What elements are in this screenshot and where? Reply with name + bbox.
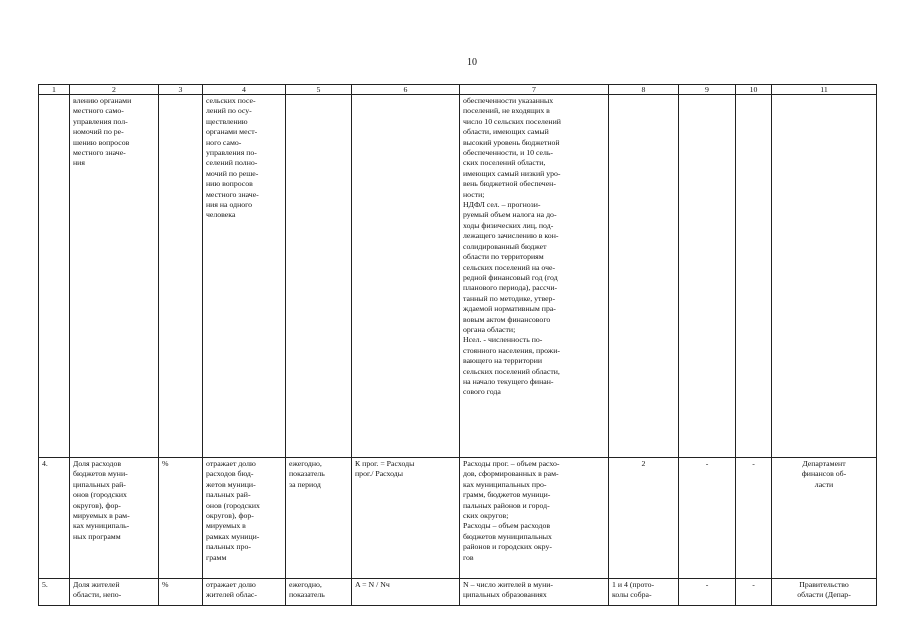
cell-text-line: пальных про- <box>206 542 251 552</box>
cell-text-line: мируемых в рам- <box>73 511 130 521</box>
cell-text-line: ках муниципальных про- <box>463 479 547 489</box>
cell-description <box>203 95 286 458</box>
cell-text-line: органа области; <box>463 324 516 334</box>
cell-formula <box>352 458 460 579</box>
cell-text-line: на начало текущего финан- <box>463 376 554 386</box>
cell-indicator-name <box>70 579 159 606</box>
cell-text-line: число 10 сельских поселений <box>463 116 561 126</box>
cell-text-line: ципальных образованиях <box>463 590 547 600</box>
cell-text-line: округов), фор- <box>73 500 121 510</box>
cell-data-source <box>609 95 679 458</box>
cell-text-line: онов (городских <box>73 490 127 500</box>
cell-text-line: показатель <box>289 590 325 600</box>
cell-responsible <box>772 95 877 458</box>
cell-text-line: руемый объем налога на до- <box>463 210 557 220</box>
cell-text-line: дов, сформированных в рам- <box>463 469 559 479</box>
cell-text-line: 1 и 4 (прото- <box>612 580 655 589</box>
cell-text-line: редной финансовый год (год <box>463 272 558 282</box>
cell-text-line: сельских поселений на оче- <box>463 262 556 272</box>
cell-text-line: К прог. = Расходы <box>355 459 415 468</box>
cell-text-line: НДФЛ сел. – прогнози- <box>463 200 541 210</box>
cell-text-line: сельских поселений области, <box>463 366 560 376</box>
cell-text-line: отражает долю <box>206 580 256 589</box>
table-row <box>39 95 877 458</box>
cell-responsible <box>772 458 877 579</box>
cell-text-line: области по территориям <box>463 252 544 262</box>
cell-indicator-name <box>70 95 159 458</box>
cell-text-line: отражает долю <box>206 459 256 468</box>
cell-text-line: жителей облас- <box>206 590 257 600</box>
cell-text-line: Департамент <box>802 459 846 468</box>
cell-periodicity <box>286 95 352 458</box>
cell-col-10: - <box>736 579 772 606</box>
col-header-5: 5 <box>286 85 352 95</box>
cell-text-line: области, непо- <box>73 590 122 600</box>
cell-col-9: - <box>679 458 736 579</box>
cell-text-line: Расходы прог. – объем расхо- <box>463 459 560 468</box>
cell-text-line: лений по осу- <box>206 106 252 116</box>
col-header-4: 4 <box>203 85 286 95</box>
cell-text-line: области (Депар- <box>797 590 851 600</box>
cell-periodicity <box>286 579 352 606</box>
cell-text-line: шению вопросов <box>73 137 130 147</box>
header-row <box>39 85 877 95</box>
cell-text-line: мочий по реше- <box>206 168 259 178</box>
cell-text-line: бюджетов муниципальных <box>463 531 552 541</box>
col-header-1: 1 <box>39 85 70 95</box>
cell-col-10: - <box>736 458 772 579</box>
cell-text-line: показатель <box>289 469 325 479</box>
cell-formula-notes <box>460 579 609 606</box>
cell-text-line: прог./ Расходы <box>355 469 403 479</box>
cell-text-line: ежегодно, <box>289 580 322 589</box>
cell-col-9: - <box>679 579 736 606</box>
cell-text-line: грамм, бюджетов муници- <box>463 490 551 500</box>
cell-text-line: ности; <box>463 189 485 199</box>
cell-text-line: онов (городских <box>206 500 260 510</box>
col-header-3: 3 <box>159 85 203 95</box>
col-header-2: 2 <box>70 85 159 95</box>
cell-text-line: ежегодно, <box>289 459 322 468</box>
cell-text-line: ного само- <box>206 137 242 147</box>
cell-number: 4. <box>39 458 70 579</box>
cell-text-line: Доля жителей <box>73 580 120 589</box>
cell-text-line: рамках муници- <box>206 531 260 541</box>
cell-text-line: обеспеченности указанных <box>463 96 554 105</box>
cell-text-line: Доля расходов <box>73 459 122 468</box>
cell-text-line: селений полно- <box>206 158 258 168</box>
cell-text-line: вающего на территории <box>463 356 543 366</box>
cell-col-10 <box>736 95 772 458</box>
cell-formula-notes <box>460 95 609 458</box>
cell-text-line: Расходы – объем расходов <box>463 521 551 531</box>
cell-text-line: финансов об- <box>801 469 847 479</box>
cell-text-line: вень бюджетной обеспечен- <box>463 179 556 189</box>
cell-text-line: округов), фор- <box>206 511 254 521</box>
cell-unit: % <box>159 579 203 606</box>
cell-text-line: ласти <box>814 479 834 489</box>
cell-text-line: A = N / Nч <box>355 580 390 589</box>
cell-data-source <box>609 579 679 606</box>
cell-text-line: влению органами <box>73 96 132 105</box>
col-header-8: 8 <box>609 85 679 95</box>
cell-text-line: Правительство <box>799 580 849 589</box>
cell-text-line: номочий по ре- <box>73 127 124 137</box>
col-header-11: 11 <box>772 85 877 95</box>
cell-formula-notes <box>460 458 609 579</box>
cell-text-line: пальных рай- <box>206 490 251 500</box>
cell-text-line: ния <box>73 158 85 168</box>
cell-text-line: ках муниципаль- <box>73 521 130 531</box>
page-number: 10 <box>467 57 477 68</box>
cell-text-line: Нсел. - численность по- <box>463 335 543 345</box>
cell-text-line: грамм <box>206 552 227 562</box>
col-header-7: 7 <box>460 85 609 95</box>
cell-text-line: поселений, не входящих в <box>463 106 550 116</box>
cell-description <box>203 458 286 579</box>
cell-text-line: танный по методике, утвер- <box>463 293 556 303</box>
cell-text-line: солидированный бюджет <box>463 241 547 251</box>
cell-text-line: сельских посе- <box>206 96 256 105</box>
cell-indicator-name <box>70 458 159 579</box>
cell-text-line: человека <box>206 210 236 220</box>
cell-text-line: нию вопросов <box>206 179 253 189</box>
cell-text-line: области, имеющих самый <box>463 127 549 137</box>
cell-description <box>203 579 286 606</box>
cell-text-line: ципальных рай- <box>73 479 126 489</box>
indicators-table <box>38 84 877 606</box>
cell-col-9 <box>679 95 736 458</box>
table-row <box>39 579 877 606</box>
cell-text-line: ных программ <box>73 531 121 541</box>
cell-text-line: расходов бюд- <box>206 469 254 479</box>
table-row <box>39 458 877 579</box>
cell-text-line: местного значе- <box>206 189 259 199</box>
cell-number <box>39 95 70 458</box>
cell-text-line: ждаемой нормативным пра- <box>463 304 556 314</box>
cell-unit <box>159 95 203 458</box>
col-header-10: 10 <box>736 85 772 95</box>
cell-text-line: ских округов; <box>463 511 509 521</box>
cell-text-line: ществлению <box>206 116 248 126</box>
cell-periodicity <box>286 458 352 579</box>
cell-text-line: пальных районов и город- <box>463 500 550 510</box>
cell-unit: % <box>159 458 203 579</box>
cell-text-line: сового года <box>463 387 501 397</box>
cell-text-line: мируемых в <box>206 521 246 531</box>
cell-text-line: гов <box>463 552 474 562</box>
cell-formula <box>352 579 460 606</box>
cell-text-line: жетов муници- <box>206 479 256 489</box>
cell-formula <box>352 95 460 458</box>
cell-text-line: за период <box>289 479 321 489</box>
col-header-6: 6 <box>352 85 460 95</box>
cell-text-line: стоянного населения, прожи- <box>463 345 560 355</box>
cell-text-line: органами мест- <box>206 127 258 137</box>
col-header-9: 9 <box>679 85 736 95</box>
cell-text-line: ходы физических лиц, под- <box>463 220 554 230</box>
cell-text-line: управления по- <box>206 148 257 158</box>
cell-number: 5. <box>39 579 70 606</box>
cell-text-line: высокий уровень бюджетной <box>463 137 560 147</box>
cell-text-line: управления пол- <box>73 116 128 126</box>
cell-data-source: 2 <box>609 458 679 579</box>
cell-text-line: имеющих самый низкий уро- <box>463 168 561 178</box>
cell-text-line: вовым актом финансового <box>463 314 551 324</box>
cell-text-line: ния на одного <box>206 200 253 210</box>
cell-text-line: колы собра- <box>612 590 652 600</box>
cell-text-line: N – число жителей в муни- <box>463 580 554 589</box>
cell-text-line: лежащего зачислению в кон- <box>463 231 559 241</box>
cell-text-line: обеспеченности, и 10 сель- <box>463 148 554 158</box>
cell-text-line: местного значе- <box>73 148 126 158</box>
cell-text-line: районов и городских окру- <box>463 542 552 552</box>
cell-text-line: планового периода), рассчи- <box>463 283 558 293</box>
cell-text-line: ских поселений области, <box>463 158 546 168</box>
cell-responsible <box>772 579 877 606</box>
cell-text-line: бюджетов муни- <box>73 469 128 479</box>
cell-text-line: местного само- <box>73 106 124 116</box>
